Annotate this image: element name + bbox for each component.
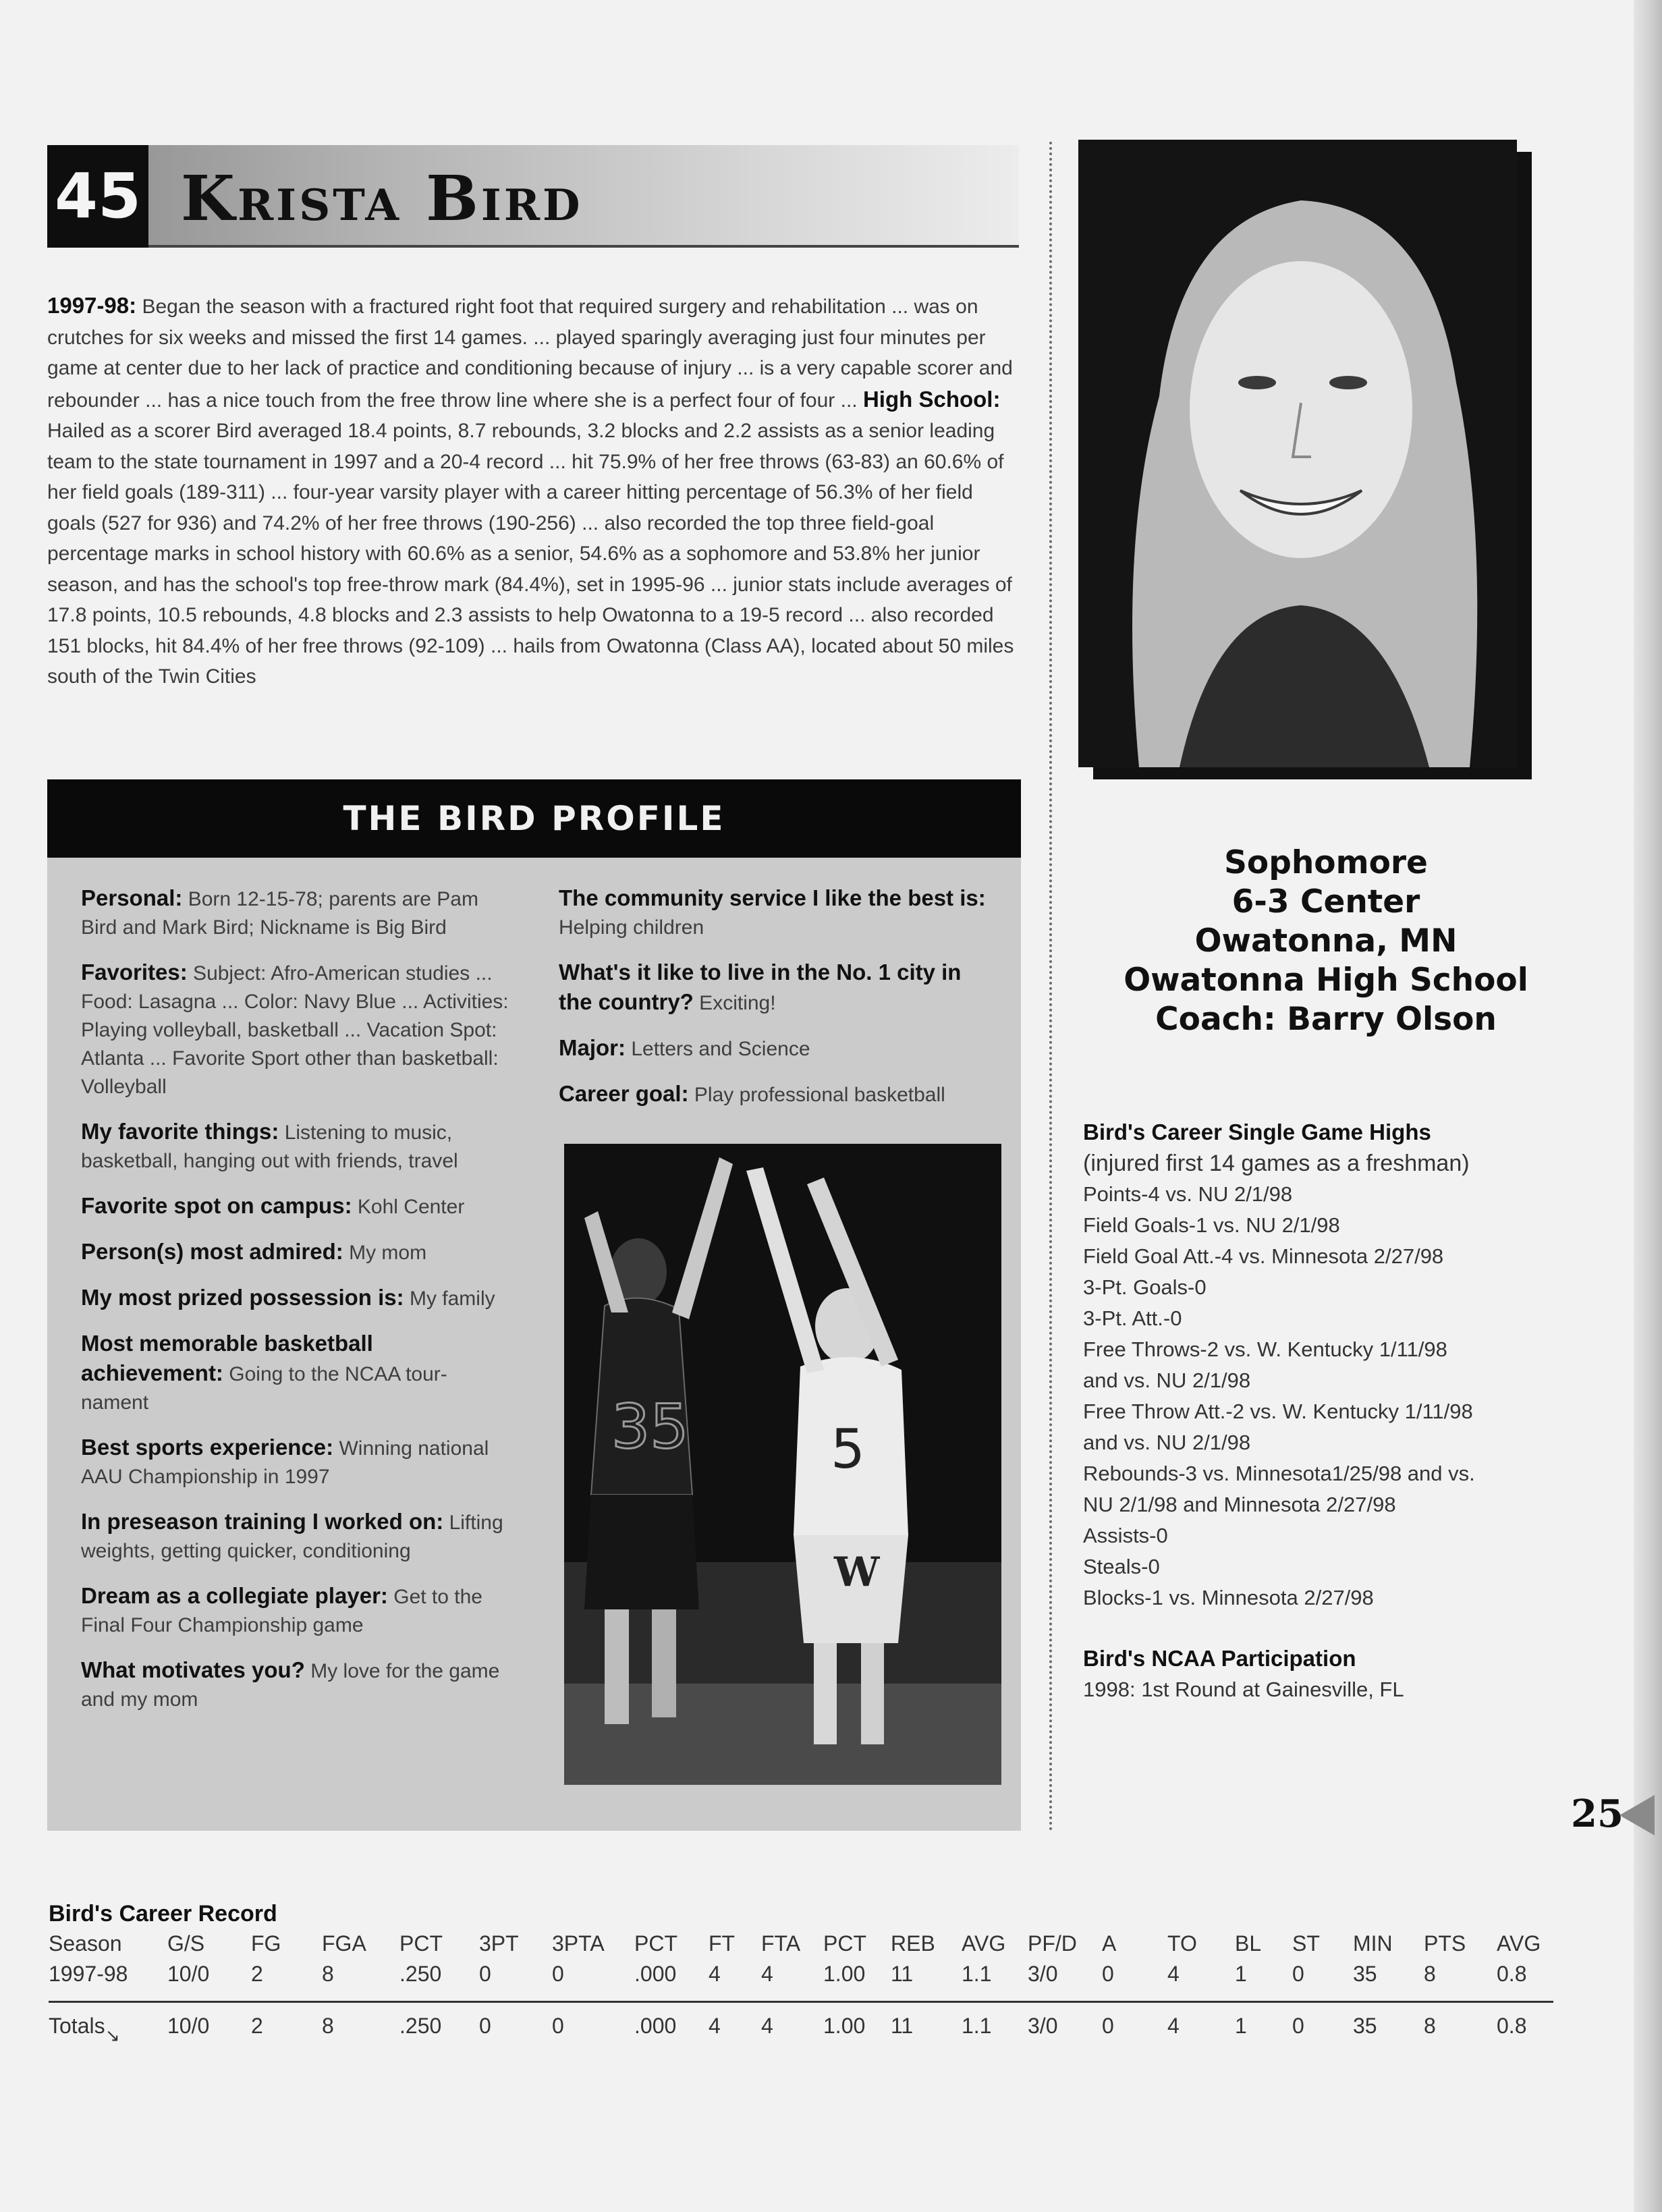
profile-item xyxy=(559,1034,991,1063)
table-cell: AVG xyxy=(1497,1931,1541,1956)
table-cell: TO xyxy=(1167,1931,1197,1956)
profile-item xyxy=(81,1192,513,1221)
profile-item xyxy=(81,1433,513,1491)
profile-item xyxy=(81,1656,513,1714)
action-photo xyxy=(564,1144,1001,1785)
table-cell: FTA xyxy=(761,1931,801,1956)
profile-question: Best sports experience: xyxy=(81,1435,334,1460)
table-cell: 4 xyxy=(1167,1962,1180,1986)
profile-answer: Play professional basketball xyxy=(688,1084,945,1106)
table-cell: PCT xyxy=(634,1931,677,1956)
table-cell: 3/0 xyxy=(1028,1962,1058,1986)
career-highs-subtitle: (injured first 14 games as a freshman) xyxy=(1083,1151,1470,1176)
table-cell: 4 xyxy=(1167,2014,1180,2038)
profile-answer: Listening to music, basketball, hanging out with friends, travel xyxy=(81,1122,458,1172)
profile-answer: Winning national AAU Championship in 1997 xyxy=(81,1437,489,1488)
career-highs-line: Field Goal Att.-4 vs. Minnesota 2/27/98 xyxy=(1083,1244,1444,1268)
table-cell: 4 xyxy=(709,1962,721,1986)
page-edge xyxy=(1634,0,1662,2212)
table-cell: .000 xyxy=(634,1962,677,1986)
profile-item xyxy=(559,884,991,942)
bio-text-season: Began the season with a fractured right foot that required surgery and rehabilitation ... was on crutches for six weeks and missed the first 14 games. ... played sparingly averaging just four minutes per game at center due to her lack of practice and conditioning because of injury ... is a very capable scorer and rebounder ... has a nice touch from the free throw line where she is a perfect four of four ... xyxy=(47,296,1013,412)
bio-paragraph xyxy=(47,290,1019,692)
profile-answer: My love for the game and my mom xyxy=(81,1660,500,1711)
profile-item xyxy=(559,1080,991,1109)
career-record-header-row xyxy=(0,1931,1662,1962)
table-cell: 3PTA xyxy=(552,1931,605,1956)
career-record-title: Bird's Career Record xyxy=(49,1901,277,1927)
profile-answer: Lifting weights, getting quicker, conditioning xyxy=(81,1512,503,1562)
profile-title: THE BIRD PROFILE xyxy=(47,779,1021,858)
table-cell: 35 xyxy=(1353,1962,1377,1986)
career-highs-line: Blocks-1 vs. Minnesota 2/27/98 xyxy=(1083,1586,1374,1609)
career-record-row xyxy=(0,1962,1662,1993)
profile-question: The community service I like the best is: xyxy=(559,885,986,910)
vitals-position: 6-3 Center xyxy=(1231,883,1420,920)
career-highs-line: 3-Pt. Goals-0 xyxy=(1083,1275,1207,1299)
ncaa-text: 1998: 1st Round at Gainesville, FL xyxy=(1083,1678,1404,1701)
table-cell: 1 xyxy=(1235,1962,1247,1986)
table-cell: 1.00 xyxy=(823,2014,866,2038)
career-highs-line: Rebounds-3 vs. Minnesota1/25/98 and vs. xyxy=(1083,1462,1475,1485)
career-highs-line: Assists-0 xyxy=(1083,1524,1168,1547)
bio-label-highschool: High School: xyxy=(862,386,1001,412)
player-vitals xyxy=(1053,844,1599,1039)
career-highs-line: Free Throw Att.-2 vs. W. Kentucky 1/11/98 xyxy=(1083,1400,1473,1423)
table-cell: 8 xyxy=(1424,1962,1436,1986)
profile-item xyxy=(559,958,991,1018)
profile-item xyxy=(81,1238,513,1267)
profile-answer: My mom xyxy=(343,1242,427,1264)
table-cell: 10/0 xyxy=(167,2014,210,2038)
table-cell: BL xyxy=(1235,1931,1262,1956)
bio-label-season: 1997-98: xyxy=(47,293,137,318)
career-highs-line: and vs. NU 2/1/98 xyxy=(1083,1368,1251,1392)
table-cell: ST xyxy=(1292,1931,1320,1956)
page-arrow-icon xyxy=(1619,1795,1655,1835)
table-cell: Totals xyxy=(49,2014,105,2038)
career-highs-line: Steals-0 xyxy=(1083,1555,1160,1578)
profile-question: Dream as a collegiate player: xyxy=(81,1583,388,1608)
table-cell: 0 xyxy=(479,1962,491,1986)
table-cell: 8 xyxy=(322,1962,334,1986)
table-cell: A xyxy=(1102,1931,1117,1956)
profile-answer: Exciting! xyxy=(693,992,776,1014)
profile-question: Favorites: xyxy=(81,960,188,985)
profile-answer: Born 12-15-78; parents are Pam Bird and Mark Bird; Nickname is Big Bird xyxy=(81,888,478,939)
table-cell: 0 xyxy=(1292,1962,1304,1986)
vitals-coach: Coach: Barry Olson xyxy=(1155,1001,1497,1038)
table-cell: PCT xyxy=(399,1931,443,1956)
table-cell: 0 xyxy=(552,1962,564,1986)
table-cell: 2 xyxy=(251,1962,263,1986)
table-cell: G/S xyxy=(167,1931,205,1956)
table-cell: 4 xyxy=(761,2014,773,2038)
player-name: Krista Bird xyxy=(181,162,583,235)
table-cell: 3/0 xyxy=(1028,2014,1058,2038)
table-cell: 1.1 xyxy=(962,1962,992,1986)
table-cell: .250 xyxy=(399,1962,442,1986)
table-cell: FG xyxy=(251,1931,281,1956)
table-cell: 3PT xyxy=(479,1931,519,1956)
profile-question: Favorite spot on campus: xyxy=(81,1193,352,1218)
ncaa-participation xyxy=(1083,1643,1596,1705)
table-cell: 0 xyxy=(479,2014,491,2038)
tick-mark: ↘ xyxy=(105,2025,120,2045)
profile-item xyxy=(81,1582,513,1640)
profile-item xyxy=(81,958,513,1101)
table-cell: PTS xyxy=(1424,1931,1466,1956)
table-cell: MIN xyxy=(1353,1931,1393,1956)
profile-answer: Helping children xyxy=(559,916,704,939)
profile-item xyxy=(81,1329,513,1417)
profile-answer: My family xyxy=(404,1288,495,1310)
player-portrait xyxy=(1078,140,1517,767)
profile-question: What's it like to live in the No. 1 city in the country? xyxy=(559,960,962,1014)
table-cell: 4 xyxy=(761,1962,773,1986)
vitals-hometown: Owatonna, MN xyxy=(1194,922,1458,960)
profile-question: What motivates you? xyxy=(81,1657,305,1682)
table-cell: .250 xyxy=(399,2014,442,2038)
table-cell: AVG xyxy=(962,1931,1006,1956)
career-highs-title: Bird's Career Single Game Highs xyxy=(1083,1119,1431,1144)
career-highs-line: Free Throws-2 vs. W. Kentucky 1/11/98 xyxy=(1083,1337,1447,1361)
profile-question: My most prized possession is: xyxy=(81,1285,404,1310)
table-cell: 2 xyxy=(251,2014,263,2038)
profile-answer: Letters and Science xyxy=(626,1038,810,1060)
career-highs-line: 3-Pt. Att.-0 xyxy=(1083,1306,1182,1330)
table-cell: 1.1 xyxy=(962,2014,992,2038)
page-number: 25 xyxy=(1571,1792,1624,1836)
svg-text:W: W xyxy=(834,1549,880,1596)
profile-question: Personal: xyxy=(81,885,183,910)
table-cell: 35 xyxy=(1353,2014,1377,2038)
table-cell: 0 xyxy=(1102,1962,1114,1986)
career-highs xyxy=(1083,1117,1596,1613)
profile-question: Person(s) most admired: xyxy=(81,1239,343,1264)
table-cell: 11 xyxy=(891,2014,914,2038)
profile-answer: Kohl Center xyxy=(352,1196,465,1218)
career-record-rule xyxy=(49,2001,1553,2003)
table-cell: PCT xyxy=(823,1931,866,1956)
svg-text:5: 5 xyxy=(831,1418,865,1481)
table-cell: 8 xyxy=(1424,2014,1436,2038)
profile-question: Career goal: xyxy=(559,1081,689,1106)
career-highs-line: NU 2/1/98 and Minnesota 2/27/98 xyxy=(1083,1493,1396,1516)
ncaa-title: Bird's NCAA Participation xyxy=(1083,1646,1356,1671)
table-cell: .000 xyxy=(634,2014,677,2038)
table-cell: FT xyxy=(709,1931,736,1956)
portrait-graphic xyxy=(1078,140,1517,767)
table-cell: 1 xyxy=(1235,2014,1247,2038)
bio-text-highschool: Hailed as a scorer Bird averaged 18.4 points, 8.7 rebounds, 3.2 blocks and 2.2 assists as a senior leading team to the state tournament in 1997 and a 20-4 record ... hit 75.9% of her free throws (63-83) an 60.6% of her field goals (189-311) ... four-year varsity player with a career hitting percentage of 56.3% of her field goals (527 for 936) and 74.2% of her free throws (190-256) ... also recorded the top three field-goal percentage marks in school history with 60.6% as a senior, 54.6% as a sophomore and 53.8% her junior season, and has the school's top free-throw mark (84.4%), set in 1995-96 ... junior stats include averages of 17.8 points, 10.5 rebounds, 4.8 blocks and 2.3 assists to help Owatonna to a 19-5 record ... also recorded 151 blocks, hit 84.4% of her free throws (92-109) ... hails from Owatonna (Class AA), located about 50 miles south of the Twin Cities xyxy=(47,420,1014,688)
profile-question: In preseason training I worked on: xyxy=(81,1509,444,1534)
table-cell: 11 xyxy=(891,1962,914,1986)
profile-item xyxy=(81,1283,513,1313)
profile-item xyxy=(81,1508,513,1566)
profile-question: Most memorable basketball achievement: xyxy=(81,1331,373,1385)
career-highs-line: and vs. NU 2/1/98 xyxy=(1083,1431,1251,1454)
table-cell: 1997-98 xyxy=(49,1962,128,1986)
profile-left-column xyxy=(81,884,513,1730)
table-cell: 10/0 xyxy=(167,1962,210,1986)
table-cell: 4 xyxy=(709,2014,721,2038)
table-cell: 8 xyxy=(322,2014,334,2038)
vitals-year: Sophomore xyxy=(1224,844,1428,881)
vitals-school: Owatonna High School xyxy=(1124,962,1528,999)
table-cell: PF/D xyxy=(1028,1931,1077,1956)
column-divider xyxy=(1049,142,1052,1832)
profile-answer: Get to the Final Four Championship game xyxy=(81,1586,482,1636)
profile-question: Major: xyxy=(559,1035,626,1060)
table-cell: 0.8 xyxy=(1497,2014,1527,2038)
table-cell: 0 xyxy=(1292,2014,1304,2038)
table-cell: 1.00 xyxy=(823,1962,866,1986)
career-highs-line: Field Goals-1 vs. NU 2/1/98 xyxy=(1083,1213,1340,1237)
svg-text:35: 35 xyxy=(611,1391,689,1462)
career-highs-line: Points-4 vs. NU 2/1/98 xyxy=(1083,1182,1293,1206)
profile-question: My favorite things: xyxy=(81,1119,279,1144)
profile-item xyxy=(81,884,513,942)
table-cell: FGA xyxy=(322,1931,366,1956)
table-cell: 0 xyxy=(1102,2014,1114,2038)
jersey-number: 45 xyxy=(47,145,148,248)
career-record-totals-row xyxy=(0,2014,1662,2045)
table-cell: 0.8 xyxy=(1497,1962,1527,1986)
profile-right-column xyxy=(559,884,991,1126)
profile-answer: Subject: Afro-American studies ... Food: Lasagna ... Color: Navy Blue ... Activities: Playing volleyball, basketball ... Vacation Spot: Atlanta ... Favorite Sport other than basketball: Volleyball xyxy=(81,962,509,1098)
table-cell: REB xyxy=(891,1931,935,1956)
table-cell: 0 xyxy=(552,2014,564,2038)
profile-item xyxy=(81,1117,513,1176)
action-photo-graphic xyxy=(564,1144,1001,1785)
table-cell: Season xyxy=(49,1931,122,1956)
profile-answer: Going to the NCAA tour-nament xyxy=(81,1363,447,1414)
